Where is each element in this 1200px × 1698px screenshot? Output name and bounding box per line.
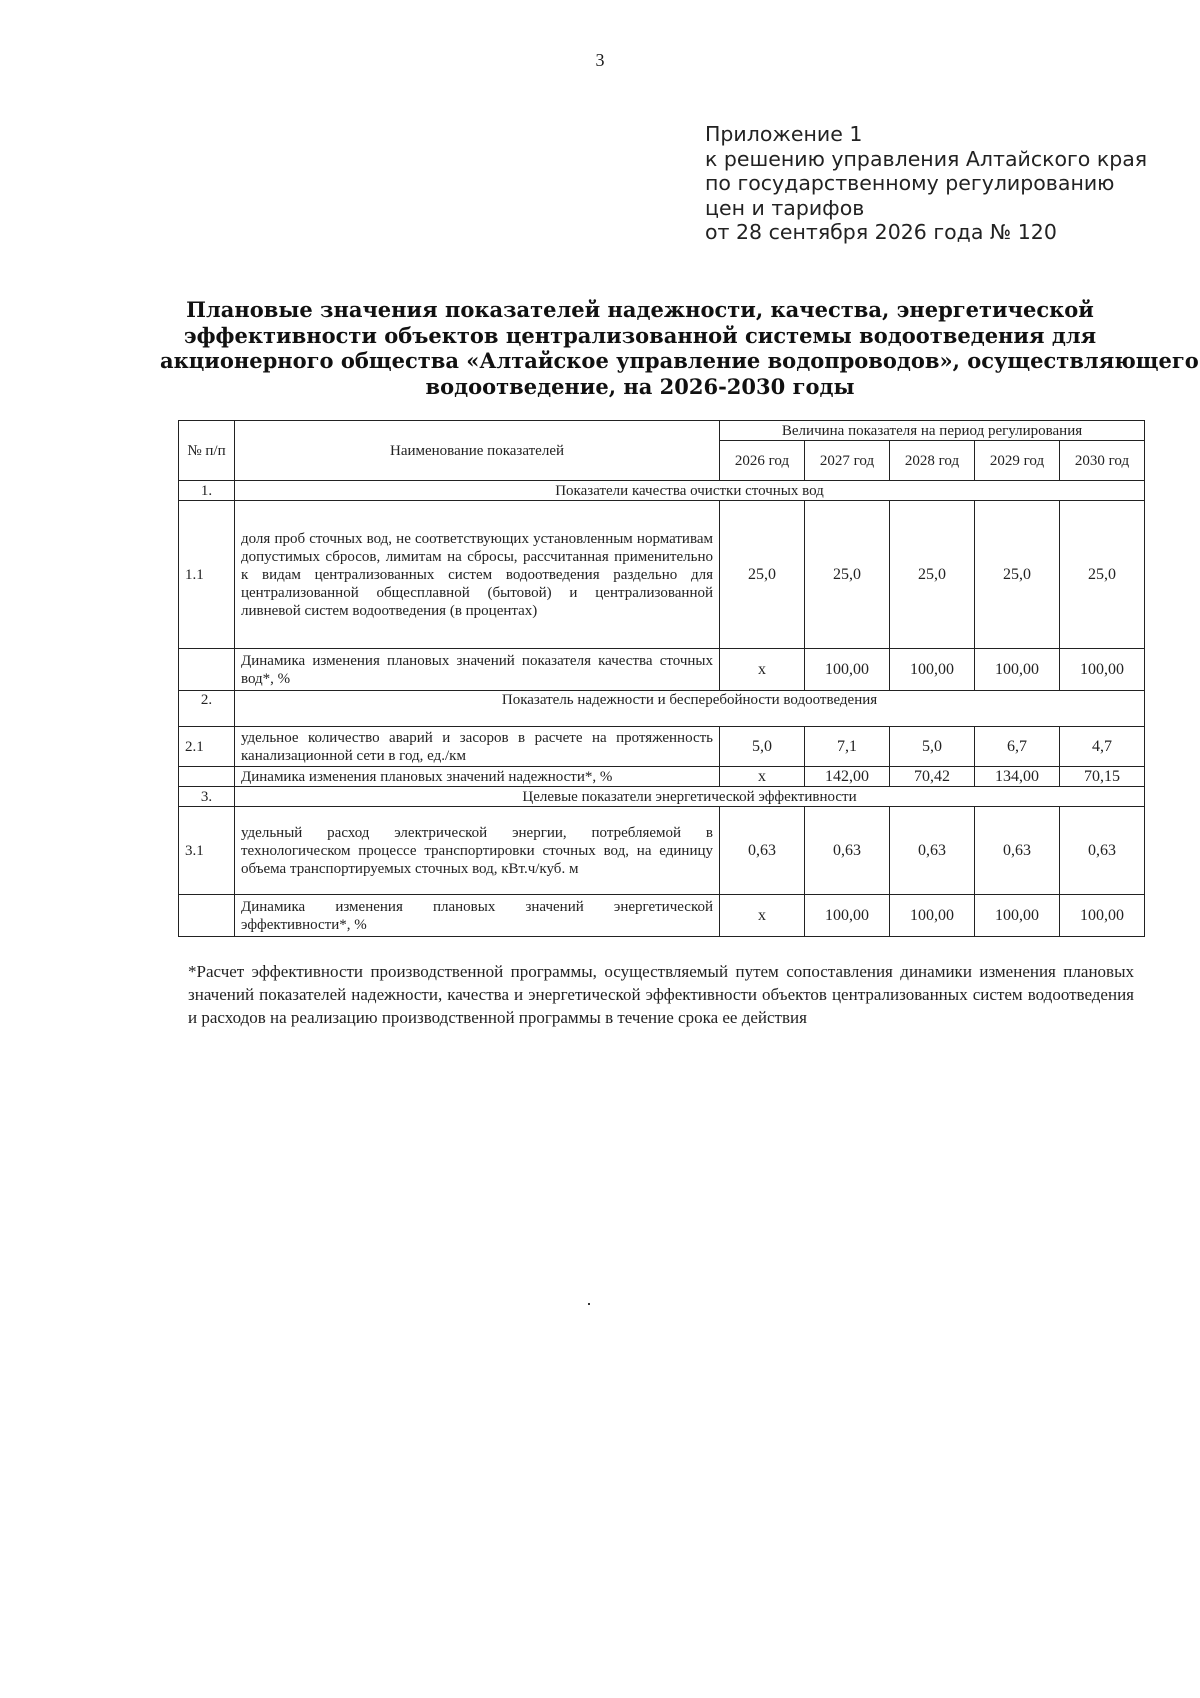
- section-row: [179, 691, 1145, 727]
- row-value: 25,0: [975, 501, 1060, 649]
- row-value: 0,63: [890, 807, 975, 895]
- row-value: 100,00: [805, 649, 890, 691]
- table-row: [179, 649, 1145, 691]
- row-value: 142,00: [805, 767, 890, 787]
- section-title: Показатель надежности и бесперебойности водоотведения: [235, 691, 1145, 727]
- row-value: 0,63: [805, 807, 890, 895]
- header-num: № п/п: [179, 421, 235, 481]
- row-value: 4,7: [1060, 727, 1145, 767]
- table-row: [179, 895, 1145, 937]
- header-name: Наименование показателей: [235, 421, 720, 481]
- row-name: доля проб сточных вод, не соответствующих установленным нормативам допустимых сбросов, лимитам на сбросы, рассчитанная применительно к видам централизованных систем водоотведения раздельно для централизованной общесплавной (бытовой) и централизованной ливневой систем водоотведения (в процентах): [235, 501, 720, 649]
- row-value: х: [720, 767, 805, 787]
- header-year: 2026 год: [720, 441, 805, 481]
- row-value: 100,00: [890, 895, 975, 937]
- row-value: 7,1: [805, 727, 890, 767]
- row-num: [179, 649, 235, 691]
- appendix-line: от 28 сентября 2026 года № 120: [705, 220, 1057, 244]
- table-row: [179, 807, 1145, 895]
- title-line: эффективности объектов централизованной системы водоотведения для: [183, 322, 1097, 348]
- section-num: 1.: [179, 481, 235, 501]
- row-value: 25,0: [805, 501, 890, 649]
- row-value: 100,00: [1060, 895, 1145, 937]
- row-value: 25,0: [720, 501, 805, 649]
- row-value: 0,63: [720, 807, 805, 895]
- row-value: 0,63: [1060, 807, 1145, 895]
- table-header-row: [179, 421, 1145, 441]
- appendix-line: к решению управления Алтайского края: [705, 146, 1148, 171]
- header-year: 2029 год: [975, 441, 1060, 481]
- row-name: удельный расход электрической энергии, потребляемой в технологическом процессе транспортировки сточных вод, на единицу объема транспортируемых сточных вод, кВт.ч/куб. м: [235, 807, 720, 895]
- row-name: Динамика изменения плановых значений надежности*, %: [235, 767, 720, 787]
- row-num: 1.1: [179, 501, 235, 649]
- header-year: 2030 год: [1060, 441, 1145, 481]
- title-line: акционерного общества «Алтайское управление водопроводов», осуществляющего: [160, 348, 1199, 373]
- row-name: Динамика изменения плановых значений показателя качества сточных вод*, %: [235, 649, 720, 691]
- page-number: 3: [595, 50, 605, 70]
- row-num: 3.1: [179, 807, 235, 895]
- section-title: Показатели качества очистки сточных вод: [235, 481, 1145, 501]
- header-period: Величина показателя на период регулирования: [720, 421, 1145, 441]
- row-value: 100,00: [890, 649, 975, 691]
- title-line: Плановые значения показателей надежности, качества, энергетической: [186, 297, 1094, 322]
- row-value: 100,00: [805, 895, 890, 937]
- table-row: [179, 727, 1145, 767]
- header-year: 2027 год: [805, 441, 890, 481]
- section-row: [179, 787, 1145, 807]
- appendix-block: [705, 122, 1147, 245]
- row-value: 100,00: [975, 895, 1060, 937]
- row-value: 25,0: [890, 501, 975, 649]
- table-row: [179, 501, 1145, 649]
- row-value: х: [720, 895, 805, 937]
- header-year: 2028 год: [890, 441, 975, 481]
- row-value: 25,0: [1060, 501, 1145, 649]
- row-name: Динамика изменения плановых значений энергетической эффективности*, %: [235, 895, 720, 937]
- scan-speck: [588, 1303, 590, 1305]
- row-value: х: [720, 649, 805, 691]
- row-value: 70,42: [890, 767, 975, 787]
- appendix-line: по государственному регулированию: [705, 171, 1115, 195]
- footnote: *Расчет эффективности производственной программы, осуществляемый путем сопоставления динамики изменения плановых значений показателей надежности, качества и энергетической эффективности объектов централизованных систем водоотведения и расходов на реализацию производственной программы в течение срока ее действия: [188, 962, 1134, 1027]
- appendix-line: Приложение 1: [705, 122, 863, 146]
- row-value: 70,15: [1060, 767, 1145, 787]
- title-line: водоотведение, на 2026-2030 годы: [425, 373, 855, 399]
- section-title: Целевые показатели энергетической эффективности: [235, 787, 1145, 807]
- section-row: [179, 481, 1145, 501]
- appendix-line: цен и тарифов: [705, 195, 865, 220]
- row-num: [179, 767, 235, 787]
- row-value: 100,00: [975, 649, 1060, 691]
- indicators-table: [178, 420, 1145, 937]
- row-value: 100,00: [1060, 649, 1145, 691]
- section-num: 3.: [179, 787, 235, 807]
- row-value: 0,63: [975, 807, 1060, 895]
- row-name: удельное количество аварий и засоров в расчете на протяженность канализационной сети в год, ед./км: [235, 727, 720, 767]
- table-row: [179, 767, 1145, 787]
- row-value: 5,0: [890, 727, 975, 767]
- row-value: 134,00: [975, 767, 1060, 787]
- section-num: 2.: [179, 691, 235, 727]
- row-value: 6,7: [975, 727, 1060, 767]
- row-num: 2.1: [179, 727, 235, 767]
- document-title: [160, 297, 1199, 399]
- row-value: 5,0: [720, 727, 805, 767]
- row-num: [179, 895, 235, 937]
